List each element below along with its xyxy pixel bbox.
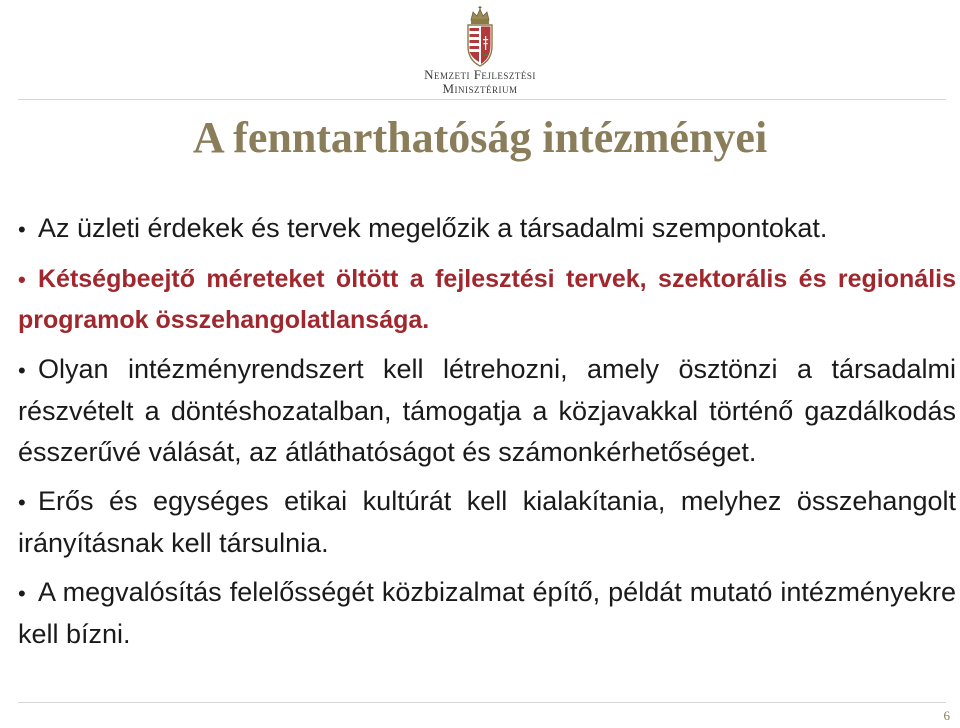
bullet-item-emphasized [18,259,956,341]
bullet-item [18,481,956,564]
bullet-list [18,208,956,655]
bullet-icon: • [18,490,26,515]
page-number: 6 [943,708,950,723]
bullet-text: A megvalósítás felelősségét közbizalmat építő, példát mutató intézményekre kell bízni. [18,577,956,649]
bullet-icon: • [18,217,26,242]
ministry-name-line-1: Nemzeti Fejlesztési [424,67,536,82]
ministry-logo [0,6,960,96]
ministry-name-line-2: Minisztérium [442,81,518,96]
slide-title: A fenntarthatóság intézményei [192,113,768,162]
bullet-text: Kétségbeejtő méreteket öltött a fejlesztési tervek, szektorális és regionális programok összehangolatlansága. [18,265,956,334]
footer-divider [18,702,946,703]
bullet-icon: • [18,581,26,606]
bullet-text: Az üzleti érdekek és tervek megelőzik a társadalmi szempontokat. [38,213,828,243]
bullet-item [18,349,956,473]
bullet-text: Olyan intézményrendszert kell létrehozni, amely ösztönzi a társadalmi részvételt a döntéshozatalban, támogatja a közjavakkal történő gazdálkodás ésszerűvé válását, az átláthatóságot és számonkérhetőséget. [18,354,956,467]
bullet-item [18,572,956,655]
hungarian-coat-of-arms-icon [462,6,498,68]
bullet-item [18,208,956,250]
header-divider [18,99,946,100]
bullet-text: Erős és egységes etikai kultúrát kell kialakítania, melyhez összehangolt irányításnak kell társulnia. [18,486,956,558]
bullet-icon: • [18,358,26,383]
bullet-icon: • [18,267,26,292]
